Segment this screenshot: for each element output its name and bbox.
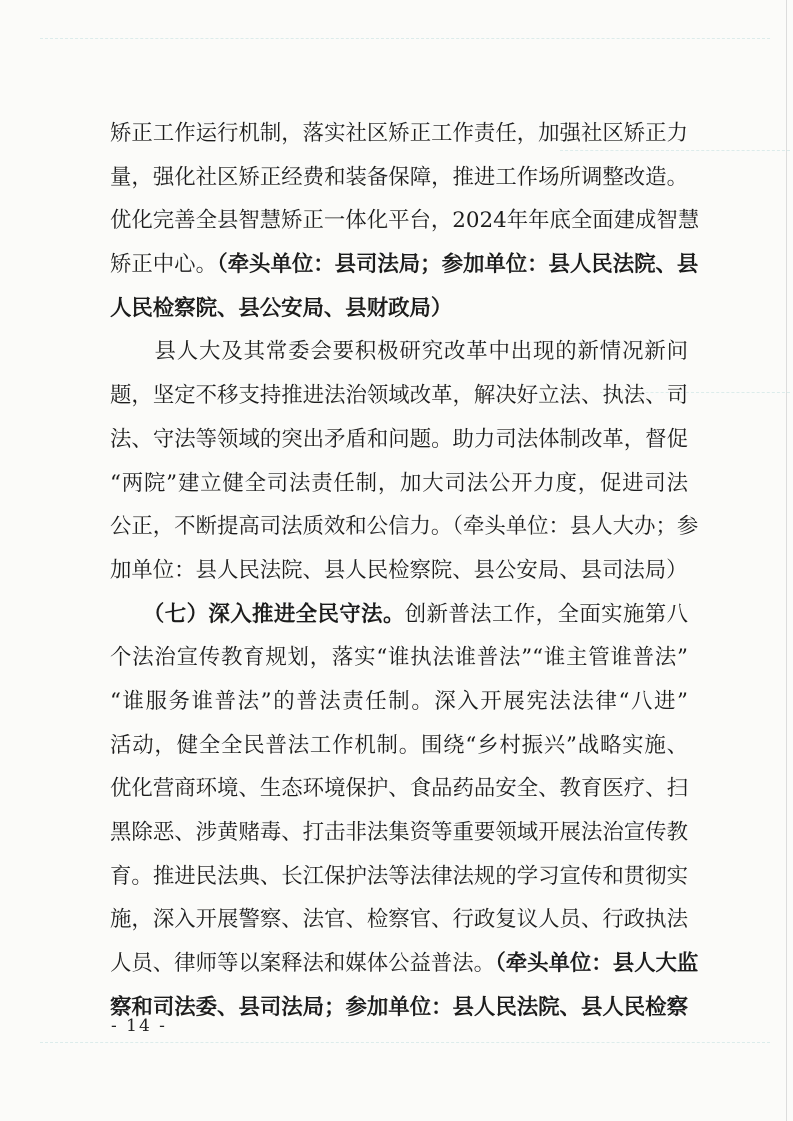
text-run: 人员、律师等以案释法和媒体公益普法。	[110, 951, 496, 977]
text-run: 公正，不断提高司法质效和公信力。（牵头单位：县人大办；参	[110, 514, 699, 540]
text-run: 优化完善全县智慧矫正一体化平台，2024年年底全面建成智慧	[110, 208, 700, 234]
page-number: - 14 -	[111, 1016, 167, 1036]
text-line	[110, 898, 688, 942]
text-line	[110, 549, 688, 593]
text-line	[110, 811, 688, 855]
bold-text-run: 人民检察院、县公安局、县财政局）	[110, 295, 453, 321]
scan-guide-line	[40, 1042, 770, 1043]
text-run: 个法治宣传教育规划，落实“谁执法谁普法”“谁主管谁普法”	[110, 645, 688, 671]
text-line	[110, 112, 688, 156]
text-line	[110, 767, 688, 811]
text-line	[110, 374, 688, 418]
text-run: 法、守法等领域的突出矛盾和问题。助力司法体制改革，督促	[110, 426, 688, 452]
body-text	[110, 112, 700, 1029]
text-line	[110, 986, 688, 1030]
text-run: 育。推进民法典、长江保护法等法律法规的学习宣传和贯彻实	[110, 863, 688, 889]
text-line	[110, 462, 688, 506]
text-line	[110, 505, 699, 549]
text-line	[110, 418, 688, 462]
bold-text-run: （牵头单位：县司法局；参加单位：县人民法院、县	[216, 252, 699, 278]
page-edge	[786, 0, 787, 1121]
text-line	[110, 636, 688, 680]
text-run: 县人大及其常委会要积极研究改革中出现的新情况新问	[110, 339, 688, 365]
text-line	[110, 199, 700, 243]
text-line	[110, 243, 699, 287]
bold-text-run: 察和司法委、县司法局；参加单位：县人民法院、县人民检察	[110, 994, 688, 1020]
text-line	[110, 156, 688, 200]
text-run: 矫正工作运行机制，落实社区矫正工作责任，加强社区矫正力	[110, 121, 688, 146]
text-run: “两院”建立健全司法责任制，加大司法公开力度，促进司法	[110, 470, 688, 496]
text-run: 创新普法工作，全面实施第八	[404, 601, 688, 627]
text-line	[110, 855, 688, 899]
text-line	[110, 330, 688, 374]
text-run: “谁服务谁普法”的普法责任制。深入开展宪法法律“八进”	[110, 688, 688, 714]
text-run: 施，深入开展警察、法官、检察官、行政复议人员、行政执法	[110, 907, 688, 933]
text-line	[110, 942, 699, 986]
scan-guide-line	[40, 38, 770, 39]
text-run: 加单位：县人民法院、县人民检察院、县公安局、县司法局）	[110, 557, 688, 583]
text-run: 活动，健全全民普法工作机制。围绕“乡村振兴”战略实施、	[110, 732, 688, 758]
text-line	[110, 593, 688, 637]
text-run: 优化营商环境、生态环境保护、食品药品安全、教育医疗、扫	[110, 776, 688, 802]
text-line	[110, 287, 688, 331]
text-run: 黑除恶、涉黄赌毒、打击非法集资等重要领域开展法治宣传教	[110, 820, 688, 845]
text-run: 量，强化社区矫正经费和装备保障，推进工作场所调整改造。	[110, 164, 688, 190]
bold-text-run: （牵头单位：县人大监	[495, 951, 699, 977]
text-run: 矫正中心。	[110, 252, 217, 278]
text-run: 题，坚定不移支持推进法治领域改革，解决好立法、执法、司	[110, 383, 688, 409]
text-line	[110, 680, 688, 724]
text-line	[110, 724, 688, 768]
bold-text-run: （七）深入推进全民守法。	[110, 601, 405, 627]
